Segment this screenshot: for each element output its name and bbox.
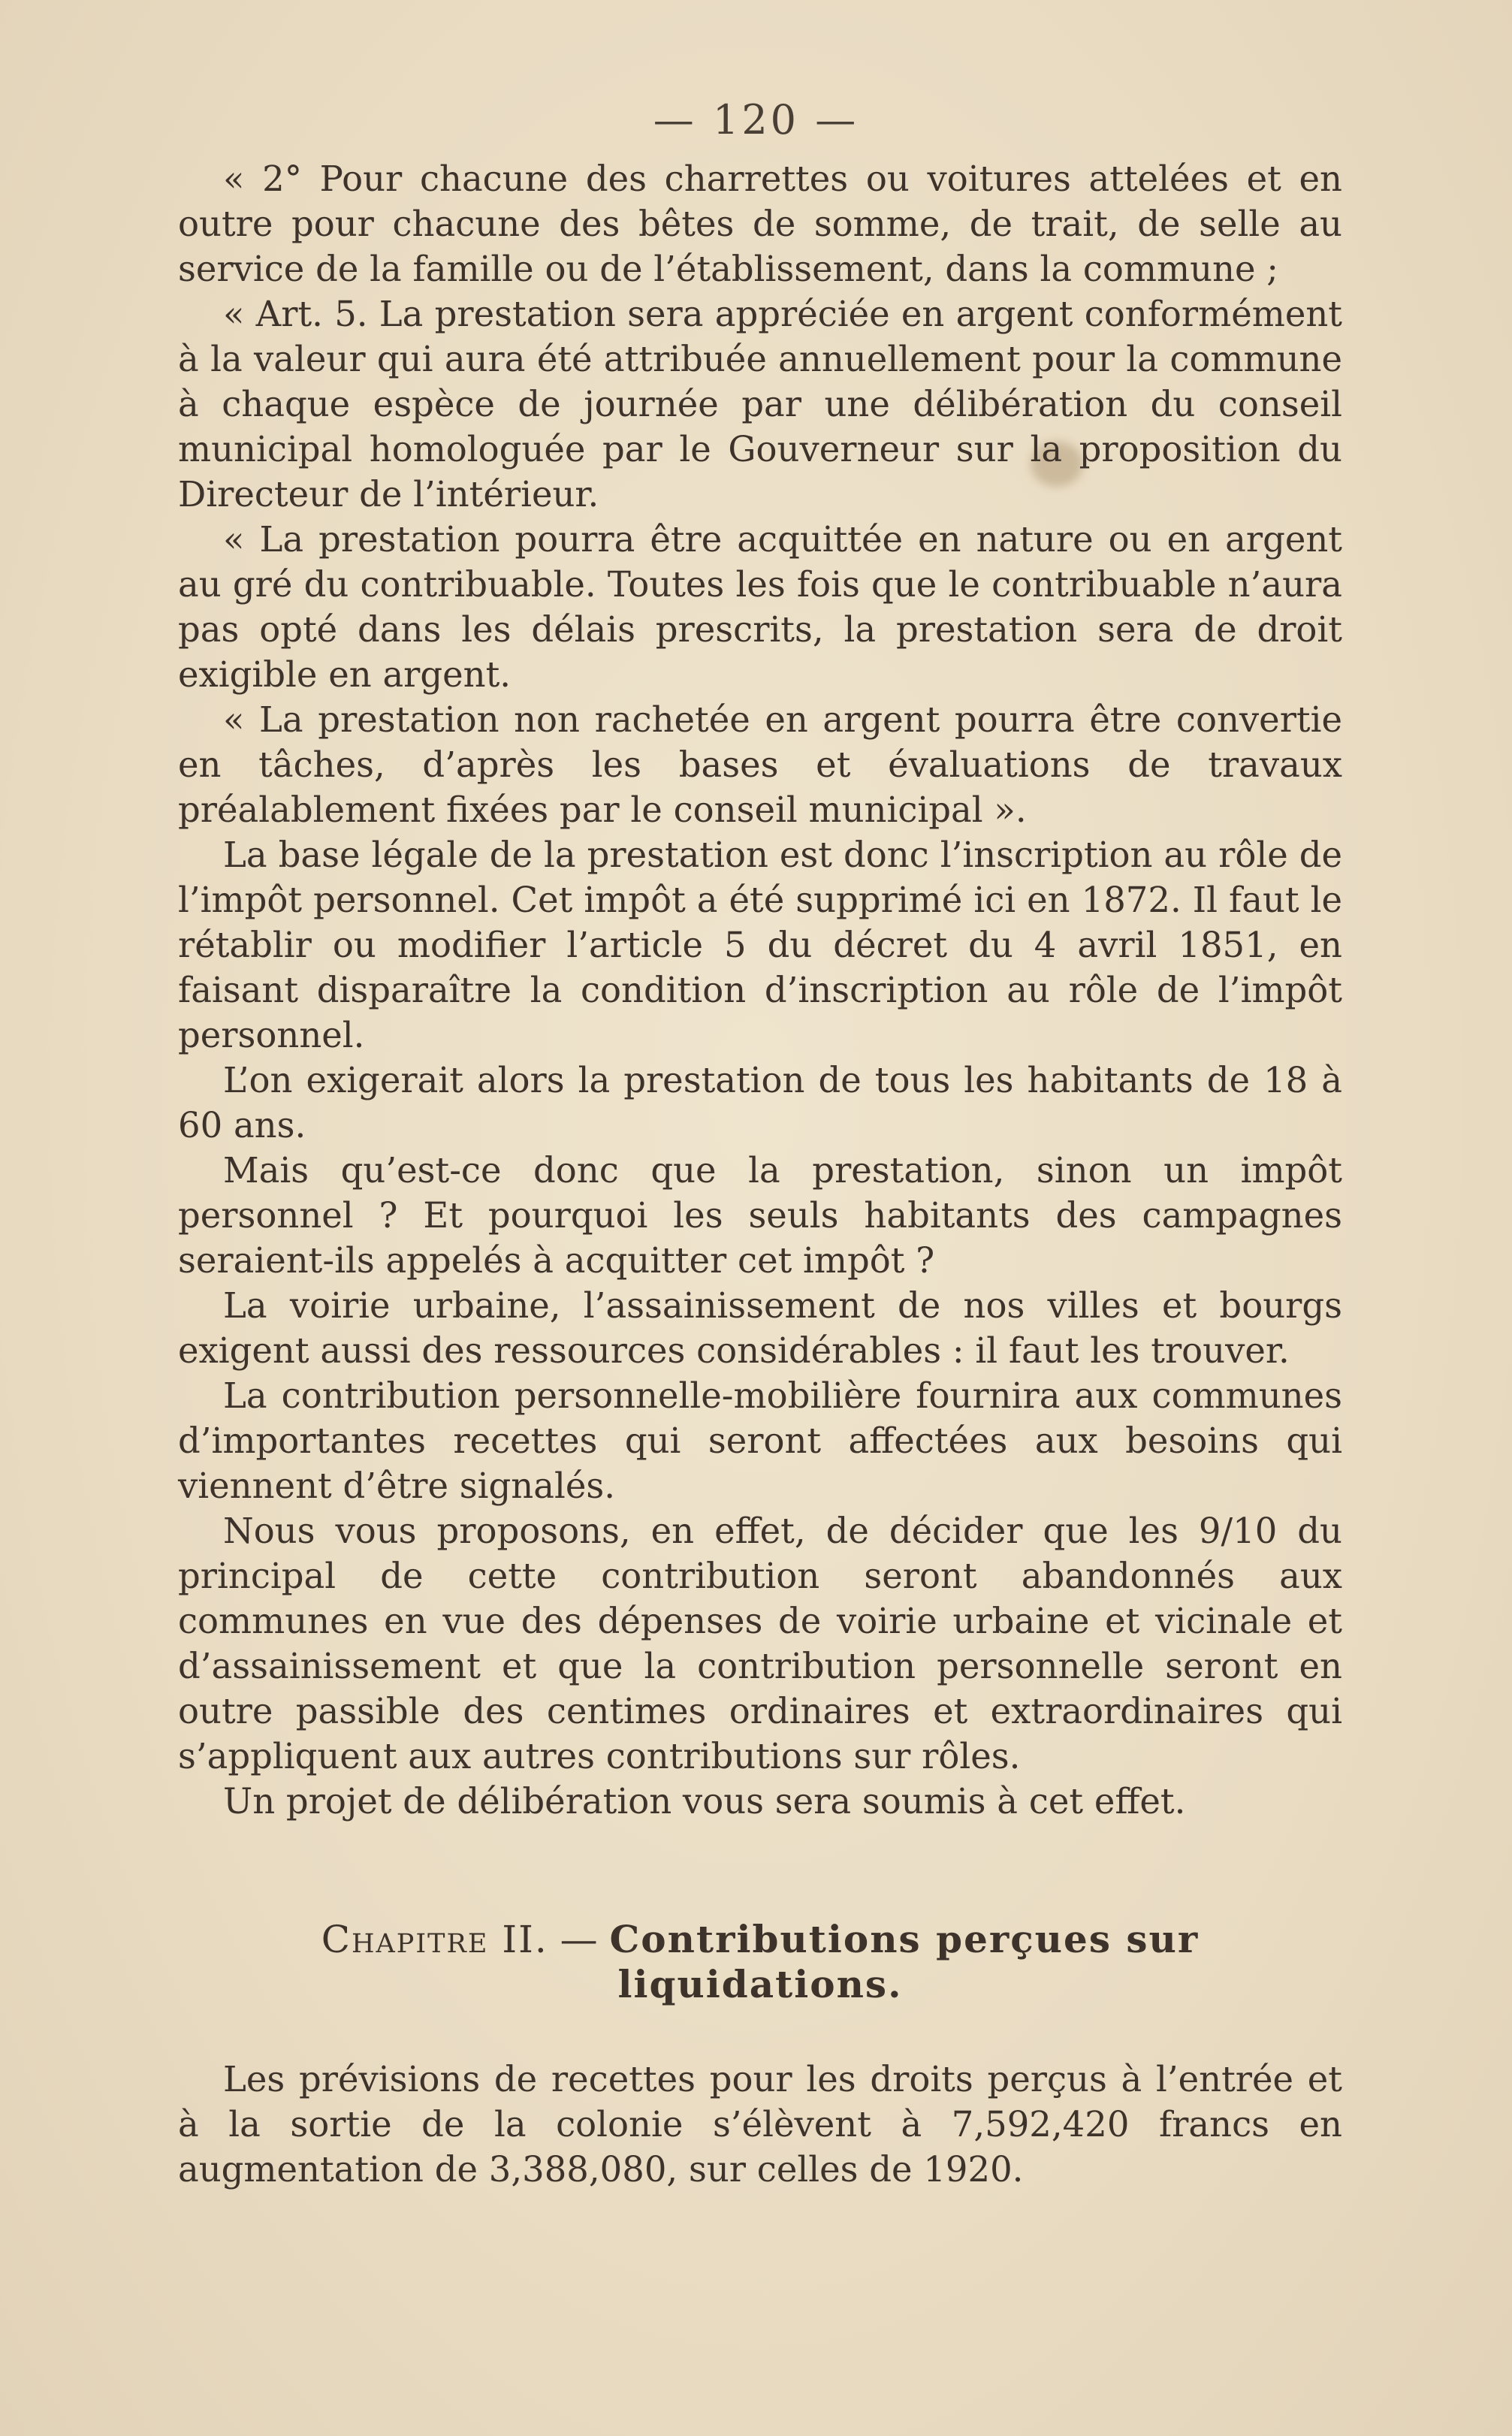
paragraph: « La prestation pourra être acquittée en nature ou en argent au gré du contribuable. Toutes les fois que le contribuable n’aura pas opté dans les délais prescrits, la prestation sera de droit exigible en argent. xyxy=(178,519,1342,695)
chapter-heading xyxy=(178,1917,1342,2007)
chapter-title: Contributions perçues sur liquidations. xyxy=(609,1917,1200,2006)
paragraph: Les prévisions de recettes pour les droits perçus à l’entrée et à la sortie de la colonie s’élèvent à 7,592,420 francs en augmentation de 3,388,080, sur celles de 1920. xyxy=(178,2059,1342,2190)
paragraph: Nous vous proposons, en effet, de décider que les 9/10 du principal de cette contribution seront abandonnés aux communes en vue des dépenses de voirie urbaine et vicinale et d’assainissement et que la contribution personnelle seront en outre passible des centimes ordinaires et extraordinaires qui s’appliquent aux autres contributions sur rôles. xyxy=(178,1511,1342,1776)
paragraph: « La prestation non rachetée en argent pourra être convertie en tâches, d’après les bases et évaluations de travaux préalablement fixées par le conseil municipal ». xyxy=(178,699,1342,830)
final-text xyxy=(178,2057,1342,2192)
body-text xyxy=(178,156,1342,1824)
paragraph: La base légale de la prestation est donc l’inscription au rôle de l’impôt personnel. Cet impôt a été supprimé ici en 1872. Il faut le rétablir ou modifier l’article 5 du décret du 4 avril 1851, en faisant disparaître la condition d’inscription au rôle de l’impôt personnel. xyxy=(178,835,1342,1055)
chapter-dash: — xyxy=(548,1918,610,1961)
paragraph: « 2° Pour chacune des charrettes ou voitures attelées et en outre pour chacune des bêtes de somme, de trait, de selle au service de la famille ou de l’établissement, dans la commune ; xyxy=(178,158,1342,289)
paragraph: La voirie urbaine, l’assainissement de nos villes et bourgs exigent aussi des ressources considérables : il faut les trouver. xyxy=(178,1285,1342,1371)
chapter-label: Chapitre II. xyxy=(321,1918,548,1961)
paragraph: La contribution personnelle-mobilière fournira aux communes d’importantes recettes qui seront affectées aux besoins qui viennent d’être signalés. xyxy=(178,1375,1342,1506)
page-number: — 120 — xyxy=(653,96,859,143)
paragraph: Un projet de délibération vous sera soumis à cet effet. xyxy=(223,1781,1186,1822)
paragraph: « Art. 5. La prestation sera appréciée en argent conformément à la valeur qui aura été attribuée annuellement pour la commune à chaque espèce de journée par une délibération du conseil municipal homologuée par le Gouverneur sur la proposition du Directeur de l’intérieur. xyxy=(178,294,1342,515)
paragraph: L’on exigerait alors la prestation de tous les habitants de 18 à 60 ans. xyxy=(178,1060,1342,1146)
paragraph: Mais qu’est-ce donc que la prestation, sinon un impôt personnel ? Et pourquoi les seuls habitants des campagnes seraient-ils appelés à acquitter cet impôt ? xyxy=(178,1150,1342,1281)
